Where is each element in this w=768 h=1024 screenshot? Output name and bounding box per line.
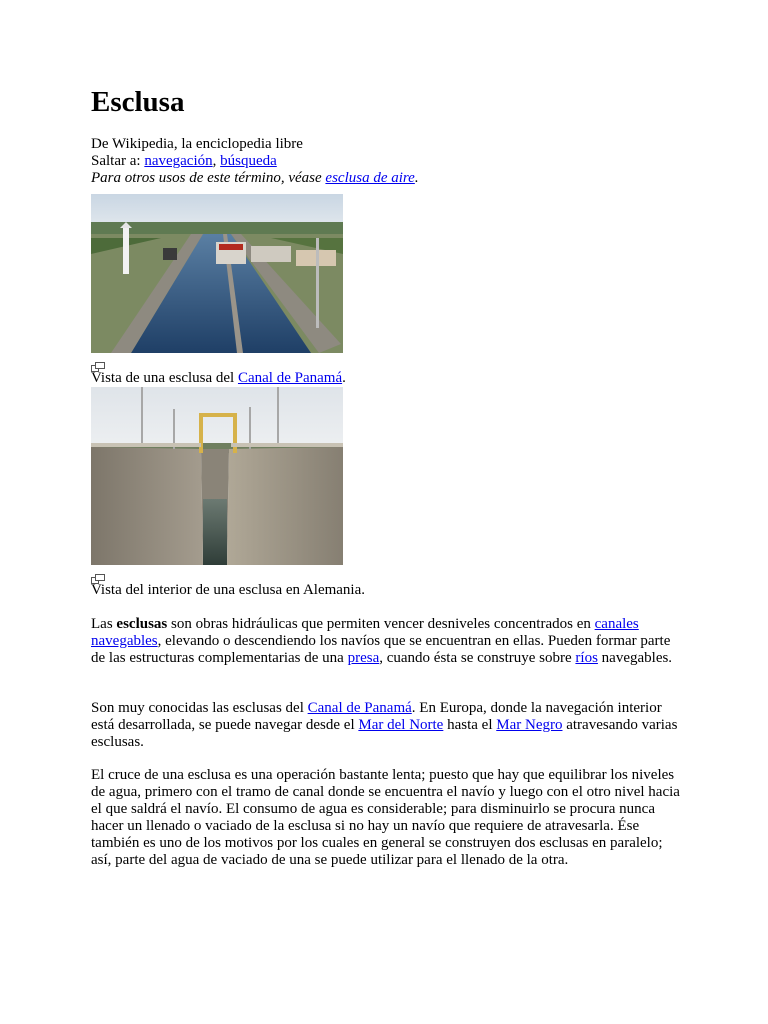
- hatnote-prefix: Para otros usos de este término, véase: [91, 170, 326, 186]
- germany-lock-image: [91, 387, 343, 565]
- hatnote-suffix: .: [414, 170, 419, 186]
- figure2-caption: Vista del interior de una esclusa en Alemania.: [91, 582, 366, 598]
- paragraph-examples: [91, 700, 681, 751]
- north-sea-link[interactable]: Mar del Norte: [358, 717, 444, 733]
- enlarge-icon[interactable]: [91, 571, 105, 581]
- text-run: navegables.: [597, 650, 673, 666]
- germany-lock-photo[interactable]: [91, 387, 343, 565]
- panama-lock-image: [91, 194, 343, 353]
- search-link[interactable]: búsqueda: [220, 153, 277, 169]
- jump-prefix: Saltar a:: [91, 153, 145, 169]
- jump-to-line: [91, 153, 277, 170]
- text-run: son obras hidráulicas que permiten vencer desniveles concentrados en: [167, 616, 595, 632]
- text-run: Las: [91, 616, 117, 632]
- jump-separator: ,: [212, 153, 221, 169]
- panama-lock-photo[interactable]: [91, 194, 343, 353]
- panama-canal-link[interactable]: Canal de Panamá: [237, 370, 343, 386]
- enlarge-icon[interactable]: [91, 359, 105, 369]
- navigation-link[interactable]: navegación: [144, 153, 213, 169]
- text-run: atravesando varias esclusas.: [91, 717, 678, 750]
- text-run: . En Europa, donde la navegación interior está desarrollada, se puede navegar desde el: [91, 700, 662, 733]
- page-title: Esclusa: [91, 86, 185, 118]
- text-run: Son muy conocidas las esclusas del: [91, 700, 308, 716]
- dam-link[interactable]: presa: [347, 650, 380, 666]
- black-sea-link[interactable]: Mar Negro: [496, 717, 563, 733]
- text-run: , elevando o descendiendo los navíos que se encuentran en ellas. Pueden formar parte de las estructuras complementarias de una: [91, 633, 671, 666]
- site-subtitle: De Wikipedia, la enciclopedia libre: [91, 136, 303, 152]
- rivers-link[interactable]: ríos: [575, 650, 598, 666]
- caption-suffix: .: [342, 370, 346, 386]
- airlock-link[interactable]: esclusa de aire: [325, 170, 415, 186]
- text-run: , cuando ésta se construye sobre: [379, 650, 576, 666]
- navigable-canals-link[interactable]: canales navegables: [91, 616, 639, 649]
- paragraph-operation: El cruce de una esclusa es una operación bastante lenta; puesto que hay que equilibrar los niveles de agua, primero con el tramo de canal donde se encuentra el navío y luego con el otro nivel hacia el que saldrá el navío. El consumo de agua es considerable; para disminuirlo se procura nunca hacer un llenado o vaciado de la esclusa si no hay un navío que requiere de atravesarla. Ése también es uno de los motivos por los cuales en general se construyen dos esclusas en paralelo; así, parte del agua de vaciado de una se puede utilizar para el llenado de la otra.: [91, 767, 680, 868]
- panama-canal-link[interactable]: Canal de Panamá: [307, 700, 412, 716]
- hatnote: [91, 170, 419, 187]
- caption-prefix: Vista de una esclusa del: [91, 370, 238, 386]
- text-run: hasta el: [443, 717, 497, 733]
- bold-term: esclusas: [116, 616, 168, 632]
- figure1-caption: [91, 370, 346, 387]
- paragraph-intro: [91, 616, 681, 667]
